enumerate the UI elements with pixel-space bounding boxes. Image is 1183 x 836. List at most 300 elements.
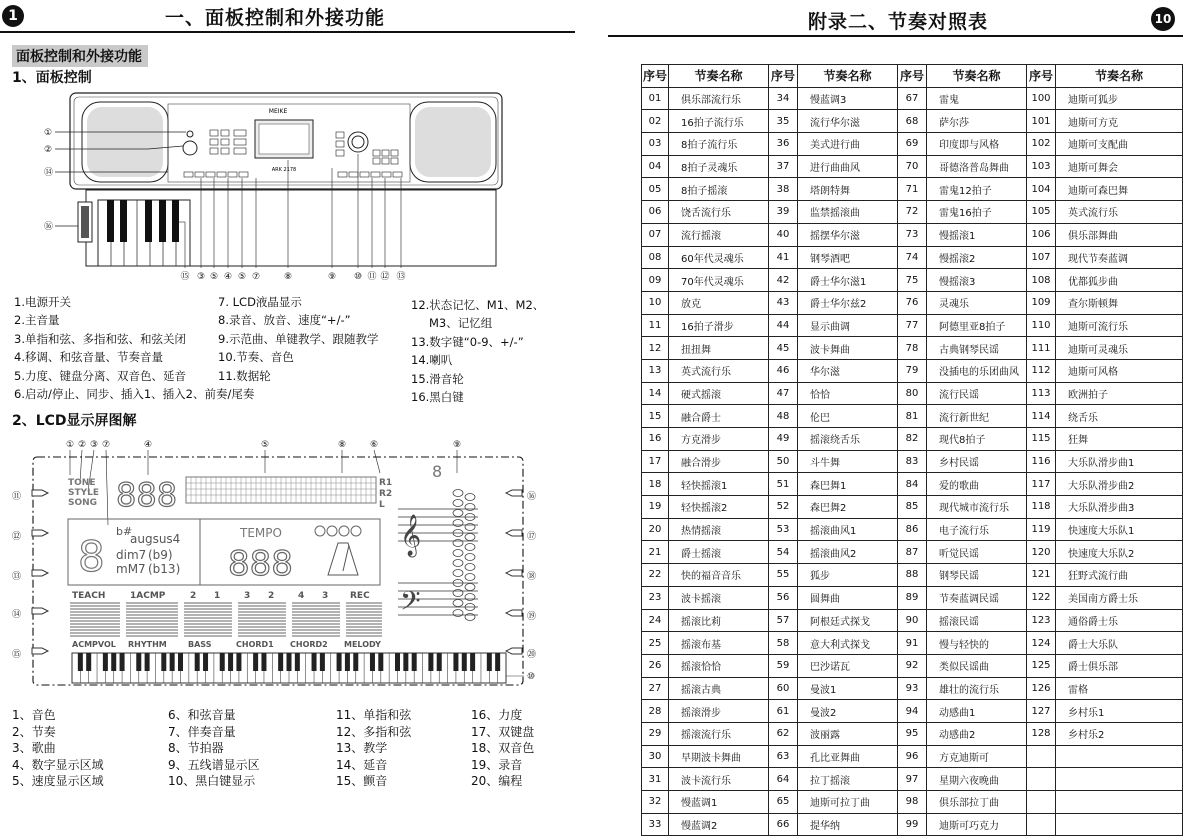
table-row (642, 87, 1183, 110)
rhythm-number-cell: 30 (642, 745, 669, 768)
rhythm-name-cell: 绕舌乐 (1056, 405, 1183, 428)
col-header: 节奏名称 (798, 65, 898, 88)
legend-item: M3、记忆组 (429, 316, 493, 331)
rhythm-name-cell: 爵士华尔兹2 (798, 291, 898, 314)
rhythm-name-cell: 俱乐部拉丁曲 (927, 791, 1027, 814)
svg-text:⑤: ⑤ (237, 272, 247, 282)
rhythm-name-cell: 大乐队滑步曲2 (1056, 473, 1183, 496)
rhythm-name-cell: 迪斯可支配曲 (1056, 133, 1183, 156)
lcd-legend-item: 2、节奏 (12, 724, 56, 739)
rhythm-number-cell: 51 (769, 473, 798, 496)
rhythm-name-cell: 森巴舞2 (798, 496, 898, 519)
rhythm-number-cell: 124 (1027, 632, 1056, 655)
rhythm-name-cell: 摇滚古典 (669, 677, 769, 700)
table-row (642, 314, 1183, 337)
rhythm-number-cell: 93 (898, 677, 927, 700)
rhythm-number-cell: 58 (769, 632, 798, 655)
svg-text:⑩: ⑩ (527, 672, 536, 682)
rhythm-number-cell: 116 (1027, 450, 1056, 473)
bottom-callouts (180, 271, 405, 282)
rhythm-number-cell: 127 (1027, 700, 1056, 723)
rhythm-name-cell: 类似民谣曲 (927, 654, 1027, 677)
svg-text:⑯: ⑯ (44, 222, 54, 232)
rhythm-name-cell: 60年代灵魂乐 (669, 246, 769, 269)
rhythm-name-cell: 摇滚布基 (669, 632, 769, 655)
rhythm-number-cell: 109 (1027, 291, 1056, 314)
rhythm-name-cell: 慢蓝调1 (669, 791, 769, 814)
rhythm-number-cell: 06 (642, 201, 669, 224)
svg-text:MEIKE: MEIKE (268, 108, 288, 115)
rhythm-name-cell: 摇滚民谣 (927, 609, 1027, 632)
rhythm-number-cell: 79 (898, 359, 927, 382)
lcd-legend-item: 14、延音 (336, 757, 388, 772)
rhythm-number-cell: 14 (642, 382, 669, 405)
rhythm-name-cell: 提华纳 (798, 813, 898, 836)
keyboard-panel-diagram (38, 90, 508, 285)
svg-text:mM7: mM7 (116, 562, 146, 576)
lcd-right-callouts (527, 491, 536, 682)
rhythm-name-cell: 摇滚曲风1 (798, 518, 898, 541)
rhythm-number-cell: 74 (898, 246, 927, 269)
svg-text:RHYTHM: RHYTHM (128, 640, 167, 649)
rhythm-number-cell: 46 (769, 359, 798, 382)
svg-text:⑳: ⑳ (527, 650, 537, 660)
rhythm-number-cell: 05 (642, 178, 669, 201)
rhythm-name-cell: 方克迪斯可 (927, 745, 1027, 768)
table-row (642, 337, 1183, 360)
rhythm-name-cell: 曼波1 (798, 677, 898, 700)
svg-text:②: ② (77, 440, 87, 450)
rhythm-name-cell: 迪斯可方克 (1056, 110, 1183, 133)
svg-text:2: 2 (268, 591, 275, 601)
svg-text:⑱: ⑱ (527, 572, 537, 582)
table-row (642, 700, 1183, 723)
table-row (642, 722, 1183, 745)
metronome-icon (328, 543, 358, 575)
svg-text:3: 3 (244, 591, 251, 601)
table-row (642, 677, 1183, 700)
rhythm-name-cell: 现代8拍子 (927, 428, 1027, 451)
rhythm-number-cell: 11 (642, 314, 669, 337)
rhythm-number-cell: 66 (769, 813, 798, 836)
rhythm-number-cell (1027, 813, 1056, 836)
svg-text:2: 2 (190, 591, 197, 601)
pointing-hand-icon (32, 490, 48, 496)
rhythm-name-cell: 波丽露 (798, 722, 898, 745)
svg-text:③: ③ (196, 272, 206, 282)
table-row (642, 496, 1183, 519)
rhythm-number-cell: 57 (769, 609, 798, 632)
svg-text:⑮: ⑮ (180, 272, 190, 282)
table-row (642, 359, 1183, 382)
svg-text:⑨: ⑨ (452, 440, 462, 450)
rhythm-name-cell: 迪斯可流行乐 (1056, 314, 1183, 337)
rhythm-number-cell: 107 (1027, 246, 1056, 269)
rhythm-name-cell: 硬式摇滚 (669, 382, 769, 405)
legend-item: 14.喇叭 (411, 353, 453, 368)
rhythm-number-cell (1027, 768, 1056, 791)
rhythm-name-cell: 波卡舞曲 (798, 337, 898, 360)
lcd-legend-col4 (471, 707, 534, 790)
rhythm-name-cell: 现代城市流行乐 (927, 496, 1027, 519)
rhythm-name-cell: 快速度大乐队1 (1056, 518, 1183, 541)
rhythm-number-cell: 65 (769, 791, 798, 814)
rhythm-name-cell: 8拍子摇滚 (669, 178, 769, 201)
lcd-legend-item: 9、五线谱显示区 (168, 757, 260, 772)
svg-text:1: 1 (214, 591, 221, 601)
rhythm-name-cell: 阿根廷式探戈 (798, 609, 898, 632)
rhythm-name-cell: 摇滚曲风2 (798, 541, 898, 564)
table-row (642, 813, 1183, 836)
rhythm-number-cell: 42 (769, 269, 798, 292)
svg-text:⑦: ⑦ (251, 272, 261, 282)
rhythm-number-cell: 13 (642, 359, 669, 382)
rhythm-number-cell: 35 (769, 110, 798, 133)
lcd-legend-item: 6、和弦音量 (168, 708, 236, 722)
legend-item: 7. LCD液晶显示 (218, 295, 302, 309)
lcd-legend-item: 18、双音色 (471, 741, 535, 756)
legend-item: 4.移调、和弦音量、节奏音量 (14, 350, 163, 365)
rhythm-name-cell: 乡村乐2 (1056, 722, 1183, 745)
svg-text:⑧: ⑧ (283, 272, 293, 282)
rhythm-number-cell: 94 (898, 700, 927, 723)
lcd-legend-item: 7、伴奏音量 (168, 724, 236, 739)
rhythm-number-cell: 28 (642, 700, 669, 723)
rhythm-name-cell: 华尔滋 (798, 359, 898, 382)
rhythm-name-cell: 雷鬼 (927, 87, 1027, 110)
table-row (642, 201, 1183, 224)
rhythm-number-cell: 112 (1027, 359, 1056, 382)
table-row (642, 609, 1183, 632)
rhythm-name-cell: 俱乐部流行乐 (669, 87, 769, 110)
lcd-legend-item: 19、录音 (471, 757, 523, 772)
rhythm-number-cell: 17 (642, 450, 669, 473)
legend-item: 9.示范曲、单键教学、跟随教学 (218, 331, 379, 346)
pointing-hand-icon (506, 570, 522, 576)
rhythm-name-cell: 动感曲2 (927, 722, 1027, 745)
svg-text:⑧: ⑧ (337, 440, 347, 450)
rhythm-number-cell: 67 (898, 87, 927, 110)
legend-item: 3.单指和弦、多指和弦、和弦关闭 (14, 331, 186, 346)
svg-text:REC: REC (350, 591, 370, 601)
svg-text:3: 3 (322, 591, 329, 601)
rhythm-name-cell: 意大利式探戈 (798, 632, 898, 655)
rhythm-number-cell: 39 (769, 201, 798, 224)
rhythm-name-cell: 阿德里亚8拍子 (927, 314, 1027, 337)
rhythm-name-cell: 迪斯可舞会 (1056, 155, 1183, 178)
table-row (642, 405, 1183, 428)
rhythm-number-cell: 119 (1027, 518, 1056, 541)
rhythm-number-cell: 120 (1027, 541, 1056, 564)
table-row (642, 745, 1183, 768)
rhythm-number-cell: 86 (898, 518, 927, 541)
rhythm-number-cell: 08 (642, 246, 669, 269)
rhythm-name-cell: 慢蓝调2 (669, 813, 769, 836)
page-title: 一、面板控制和外接功能 (165, 7, 386, 29)
rhythm-name-cell: 8拍子流行乐 (669, 133, 769, 156)
table-row (642, 564, 1183, 587)
svg-text:STYLE: STYLE (68, 488, 100, 498)
rhythm-name-cell: 16拍子滑步 (669, 314, 769, 337)
rhythm-number-cell: 91 (898, 632, 927, 655)
rhythm-number-cell: 92 (898, 654, 927, 677)
rhythm-number-cell: 62 (769, 722, 798, 745)
svg-text:888: 888 (228, 544, 293, 584)
rhythm-name-cell: 拉丁摇滚 (798, 768, 898, 791)
rhythm-name-cell: 慢与轻快的 (927, 632, 1027, 655)
appendix-title: 附录二、节奏对照表 (808, 11, 989, 33)
rhythm-number-cell: 19 (642, 496, 669, 519)
rhythm-number-cell: 69 (898, 133, 927, 156)
rhythm-name-cell: 节奏蓝调民谣 (927, 586, 1027, 609)
rhythm-number-cell: 81 (898, 405, 927, 428)
rhythm-name-cell: 摇滚恰恰 (669, 654, 769, 677)
svg-text:8: 8 (78, 532, 105, 581)
legend-item: 15.滑音轮 (411, 371, 464, 386)
rhythm-number-cell: 76 (898, 291, 927, 314)
rhythm-name-cell: 爵士华尔滋1 (798, 269, 898, 292)
svg-text:⑫: ⑫ (380, 272, 390, 282)
table-row (642, 632, 1183, 655)
svg-text:③: ③ (89, 440, 99, 450)
rhythm-name-cell: 迪斯可风格 (1056, 359, 1183, 382)
lcd-display-diagram (8, 433, 563, 695)
rhythm-number-cell: 125 (1027, 654, 1056, 677)
rhythm-name-cell: 进行曲曲风 (798, 155, 898, 178)
rhythm-number-cell: 73 (898, 223, 927, 246)
legend-item: 16.黑白键 (411, 390, 464, 405)
svg-text:⑬: ⑬ (12, 572, 22, 582)
rhythm-name-cell: 星期六夜晚曲 (927, 768, 1027, 791)
svg-text:BASS: BASS (188, 640, 212, 649)
rhythm-number-cell: 102 (1027, 133, 1056, 156)
rhythm-number-cell: 43 (769, 291, 798, 314)
rhythm-number-cell: 117 (1027, 473, 1056, 496)
rhythm-name-cell: 狂舞 (1056, 428, 1183, 451)
rhythm-number-cell: 106 (1027, 223, 1056, 246)
svg-text:SONG: SONG (68, 498, 98, 508)
rhythm-number-cell: 48 (769, 405, 798, 428)
rhythm-name-cell: 早期波卡舞曲 (669, 745, 769, 768)
rhythm-name-cell: 曼波2 (798, 700, 898, 723)
rhythm-name-cell: 美式进行曲 (798, 133, 898, 156)
rhythm-number-cell: 55 (769, 564, 798, 587)
rhythm-table (641, 64, 1183, 836)
rhythm-name-cell: 塔朗特舞 (798, 178, 898, 201)
lcd-legend-item: 5、速度显示区域 (12, 774, 104, 789)
rhythm-number-cell: 115 (1027, 428, 1056, 451)
rhythm-number-cell: 24 (642, 609, 669, 632)
rhythm-number-cell: 118 (1027, 496, 1056, 519)
rhythm-number-cell: 37 (769, 155, 798, 178)
svg-text:R2: R2 (379, 489, 393, 499)
rhythm-name-cell: 现代节奏蓝调 (1056, 246, 1183, 269)
rhythm-number-cell: 47 (769, 382, 798, 405)
rhythm-number-cell: 32 (642, 791, 669, 814)
svg-text:TONE: TONE (68, 478, 96, 488)
lcd-legend-item: 4、数字显示区域 (12, 757, 104, 772)
lcd-legend-item: 17、双键盘 (471, 724, 535, 739)
rhythm-name-cell: 摇摆华尔滋 (798, 223, 898, 246)
rhythm-name-cell: 监禁摇滚曲 (798, 201, 898, 224)
rhythm-name-cell: 放克 (669, 291, 769, 314)
rhythm-number-cell: 09 (642, 269, 669, 292)
table-row (642, 428, 1183, 451)
pointing-hand-icon (506, 610, 522, 616)
rhythm-name-cell: 乡村民谣 (927, 450, 1027, 473)
svg-text:MELODY: MELODY (344, 640, 381, 649)
lcd-legend-item: 10、黑白键显示 (168, 774, 256, 789)
rhythm-number-cell: 33 (642, 813, 669, 836)
rhythm-number-cell: 126 (1027, 677, 1056, 700)
rhythm-name-cell: 方克滑步 (669, 428, 769, 451)
rhythm-number-cell: 99 (898, 813, 927, 836)
rhythm-number-cell: 52 (769, 496, 798, 519)
svg-text:⑨: ⑨ (327, 272, 337, 282)
rhythm-number-cell: 01 (642, 87, 669, 110)
svg-text:⑯: ⑯ (527, 492, 537, 502)
rhythm-number-cell: 68 (898, 110, 927, 133)
rhythm-name-cell: 哥德洛普岛舞曲 (927, 155, 1027, 178)
rhythm-name-cell: 爱的歌曲 (927, 473, 1027, 496)
svg-text:CHORD2: CHORD2 (290, 640, 328, 649)
svg-text:b#: b# (116, 525, 133, 538)
legend-item: 5.力度、键盘分离、双音色、延音 (14, 368, 186, 383)
lcd-legend-item: 16、力度 (471, 708, 523, 722)
svg-text:𝄞: 𝄞 (400, 515, 422, 556)
col-header: 节奏名称 (927, 65, 1027, 88)
rhythm-number-cell: 40 (769, 223, 798, 246)
rhythm-name-cell: 英式流行乐 (669, 359, 769, 382)
rhythm-number-cell: 20 (642, 518, 669, 541)
rhythm-name-cell: 欧洲拍子 (1056, 382, 1183, 405)
legend-item: 12.状态记忆、M1、M2、 (411, 298, 545, 312)
pointing-hand-icon (32, 570, 48, 576)
rhythm-name-cell: 迪斯可森巴舞 (1056, 178, 1183, 201)
rhythm-number-cell: 87 (898, 541, 927, 564)
rhythm-name-cell: 爵士俱乐部 (1056, 654, 1183, 677)
rhythm-number-cell: 108 (1027, 269, 1056, 292)
svg-text:4: 4 (298, 591, 305, 601)
col-header: 节奏名称 (1056, 65, 1183, 88)
rhythm-number-cell: 16 (642, 428, 669, 451)
table-row (642, 586, 1183, 609)
rhythm-number-cell: 114 (1027, 405, 1056, 428)
panel-legend-col3 (411, 296, 544, 406)
rhythm-number-cell: 72 (898, 201, 927, 224)
svg-text:L: L (379, 500, 385, 510)
rhythm-name-cell (1056, 745, 1183, 768)
rhythm-number-cell: 89 (898, 586, 927, 609)
rhythm-number-cell: 63 (769, 745, 798, 768)
svg-text:⑬: ⑬ (396, 272, 406, 282)
rhythm-number-cell: 45 (769, 337, 798, 360)
rhythm-number-cell: 98 (898, 791, 927, 814)
rhythm-name-cell: 雷格 (1056, 677, 1183, 700)
rhythm-number-cell: 53 (769, 518, 798, 541)
title-rule-right (608, 35, 1183, 37)
rhythm-number-cell: 21 (642, 541, 669, 564)
table-row (642, 473, 1183, 496)
rhythm-number-cell: 82 (898, 428, 927, 451)
rhythm-number-cell: 44 (769, 314, 798, 337)
rhythm-number-cell: 71 (898, 178, 927, 201)
rhythm-name-cell: 快速度大乐队2 (1056, 541, 1183, 564)
rhythm-number-cell: 12 (642, 337, 669, 360)
lcd-legend-item: 1、音色 (12, 708, 56, 722)
panel-legend-col2 (218, 293, 378, 385)
rhythm-name-cell: 查尔斯顿舞 (1056, 291, 1183, 314)
rhythm-name-cell: 英式流行乐 (1056, 201, 1183, 224)
svg-text:TEMPO: TEMPO (240, 526, 282, 540)
svg-text:dim7: dim7 (116, 548, 147, 562)
rhythm-name-cell: 狂野式流行曲 (1056, 564, 1183, 587)
rhythm-name-cell: 摇滚滑步 (669, 700, 769, 723)
rhythm-number-cell: 59 (769, 654, 798, 677)
svg-text:④: ④ (223, 272, 233, 282)
lcd-legend-item: 3、歌曲 (12, 741, 56, 756)
rhythm-number-cell: 64 (769, 768, 798, 791)
svg-text:𝄢: 𝄢 (400, 585, 421, 623)
rhythm-name-cell: 印度即与风格 (927, 133, 1027, 156)
table-row (642, 246, 1183, 269)
rhythm-number-cell: 50 (769, 450, 798, 473)
right-speaker-icon (410, 102, 496, 182)
lcd-heading: 2、LCD显示屏图解 (12, 413, 137, 429)
svg-text:ACMPVOL: ACMPVOL (72, 640, 116, 649)
rhythm-name-cell: 乡村乐1 (1056, 700, 1183, 723)
svg-text:ARK 2178: ARK 2178 (271, 167, 297, 173)
rhythm-name-cell: 伦巴 (798, 405, 898, 428)
svg-text:888: 888 (116, 476, 178, 514)
pointing-hand-icon (32, 648, 48, 654)
table-row (642, 155, 1183, 178)
svg-text:⑮: ⑮ (12, 650, 22, 660)
rhythm-name-cell: 慢蓝调3 (798, 87, 898, 110)
table-row (642, 768, 1183, 791)
rhythm-number-cell: 15 (642, 405, 669, 428)
rhythm-number-cell: 88 (898, 564, 927, 587)
pointing-hand-icon (32, 608, 48, 614)
rhythm-name-cell: 迪斯可巧克力 (927, 813, 1027, 836)
rhythm-name-cell: 扭扭舞 (669, 337, 769, 360)
table-row (642, 178, 1183, 201)
pointing-hand-icon (506, 530, 522, 536)
lcd-left-callouts (12, 491, 21, 660)
rhythm-name-cell: 雄壮的流行乐 (927, 677, 1027, 700)
legend-item: 10.节奏、音色 (218, 350, 294, 365)
svg-text:augsus4: augsus4 (130, 532, 181, 546)
legend-item: 1.电源开关 (14, 295, 71, 309)
table-row (642, 291, 1183, 314)
rhythm-number-cell: 111 (1027, 337, 1056, 360)
col-header: 序号 (898, 65, 927, 88)
rhythm-number-cell: 49 (769, 428, 798, 451)
rhythm-number-cell: 22 (642, 564, 669, 587)
rhythm-number-cell: 90 (898, 609, 927, 632)
col-header: 序号 (1027, 65, 1056, 88)
rhythm-name-cell: 听觉民谣 (927, 541, 1027, 564)
svg-text:⑦: ⑦ (101, 440, 111, 450)
rhythm-number-cell: 61 (769, 700, 798, 723)
table-header-row (642, 65, 1183, 88)
rhythm-number-cell: 03 (642, 133, 669, 156)
svg-text:⑭: ⑭ (12, 610, 22, 620)
rhythm-name-cell: 俱乐部舞曲 (1056, 223, 1183, 246)
rhythm-number-cell: 02 (642, 110, 669, 133)
rhythm-number-cell: 101 (1027, 110, 1056, 133)
svg-text:CHORD1: CHORD1 (236, 640, 274, 649)
